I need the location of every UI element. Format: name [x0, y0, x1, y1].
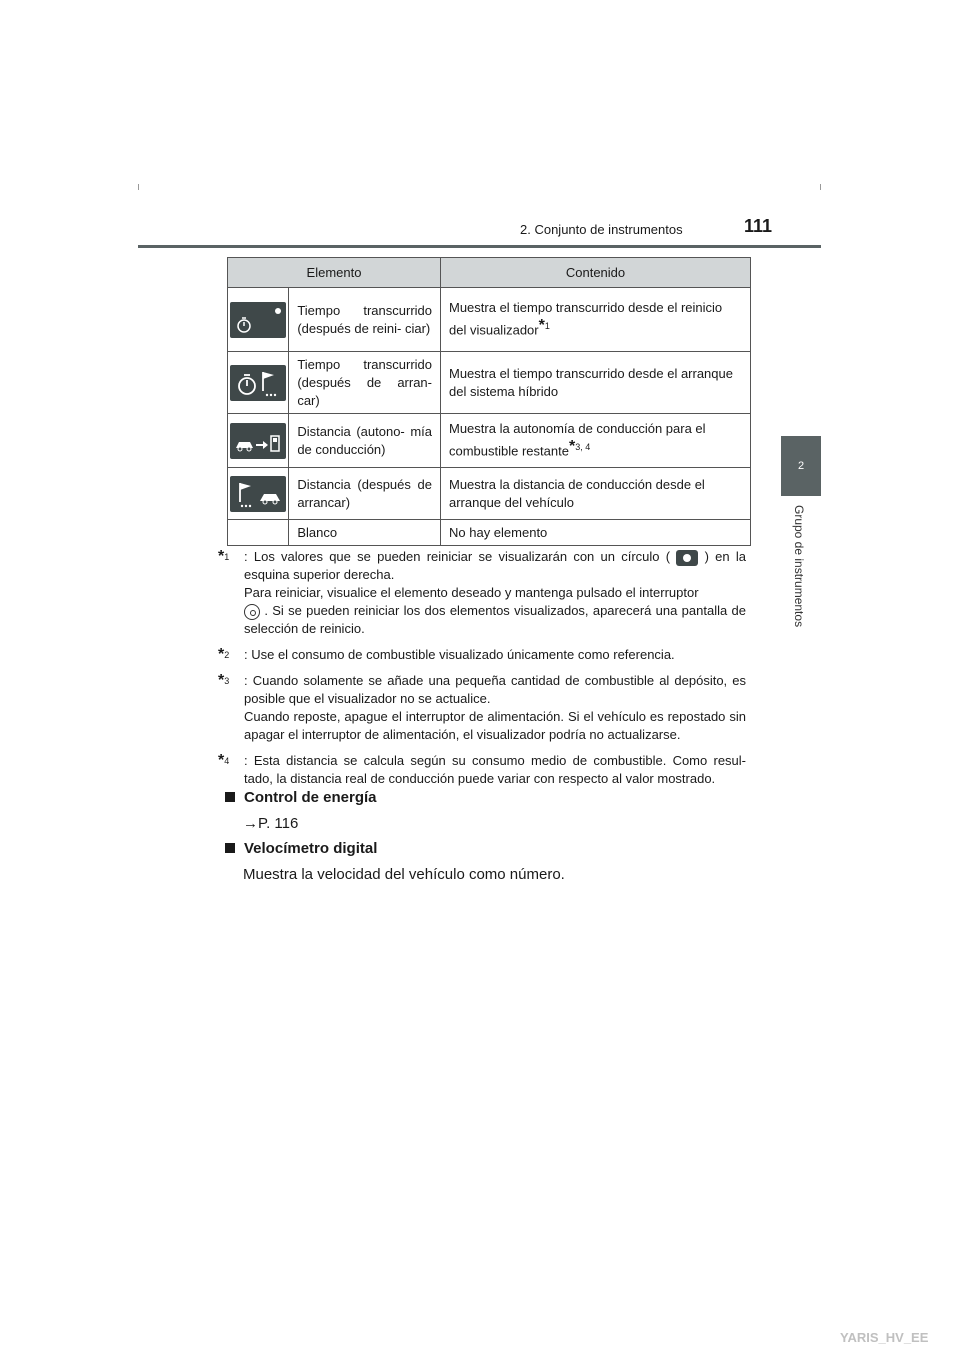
section-speedometer-text: Muestra la velocidad del vehículo como número. [243, 866, 565, 883]
page-number: 111 [744, 216, 773, 236]
footer-code: YARIS_HV_EE [840, 1330, 929, 1345]
footnote-1: *$^1$ : Los valores que se pueden reiniciar se visualizarán con un círculo ( ) en la esquina superior derecha. Para reiniciar, visualice el elemento deseado y mantenga pulsado el interruptor . Si se pueden reiniciar los dos elementos visualizados, aparecerá una pantalla de selección de reinicio. [218, 548, 746, 636]
crop-mark-left [138, 184, 139, 190]
table-row [228, 352, 751, 414]
table-cell-element: Tiempo transcurrido (después de reini- ciar) [289, 288, 441, 352]
table-cell-content: Muestra el tiempo transcurrido desde el reinicio del visualizador*$^1$ [441, 288, 751, 352]
header-rule [138, 245, 821, 248]
stopwatch-flag-icon [230, 365, 286, 401]
car-to-fuel-icon [230, 423, 286, 459]
table-cell-content: No hay elemento [441, 520, 751, 546]
section-energy-title: Control de energía [225, 789, 377, 806]
table-row [228, 288, 751, 352]
footnotes [218, 548, 746, 796]
bullet-square-icon [225, 792, 235, 802]
header-section-title: 2. Conjunto de instrumentos [520, 222, 683, 237]
chapter-tab-label: Grupo de instrumentos [792, 505, 806, 628]
footnote-4: *$^4$ : Esta distancia se calcula según su consumo medio de combustible. Como resul- tado, la distancia real de conducción puede variar con respecto al valor mostrado. [218, 752, 746, 786]
table-row [228, 414, 751, 468]
table-cell-element: Distancia (autono- mía de conducción) [289, 414, 441, 468]
header-element: Elemento [228, 258, 441, 288]
table-cell-element: Blanco [289, 520, 441, 546]
flag-car-icon [230, 476, 286, 512]
stopwatch-reset-icon [230, 302, 286, 338]
display-items-table [227, 257, 751, 546]
reset-circle-icon [676, 550, 698, 566]
footnote-3: *$^3$ : Cuando solamente se añade una pequeña cantidad de combustible al depósito, es posible que el visualizador no se actualice. Cuando reposte, apague el interruptor de alimentación. Si el vehículo es repostado sin apagar el interruptor de alimentación, el visualizador podría no actualizarse. [218, 672, 746, 742]
footnote-2: *$^2$ : Use el consumo de combustible visualizado únicamente como referencia. [218, 646, 675, 663]
table-cell-content: Muestra la distancia de conducción desde el arranque del vehículo [441, 468, 751, 520]
table-cell-content: Muestra la autonomía de conducción para el combustible restante*$^{3, 4}$ [441, 414, 751, 468]
switch-button-icon [244, 604, 260, 620]
crop-mark-right [820, 184, 821, 190]
section-speedometer-title: Velocímetro digital [225, 840, 377, 857]
table-header-row [228, 258, 751, 288]
table-cell-content: Muestra el tiempo transcurrido desde el arranque del sistema híbrido [441, 352, 751, 414]
table-row [228, 468, 751, 520]
header-content: Contenido [441, 258, 751, 288]
table-cell-element: Tiempo transcurrido (después de arran- car) [289, 352, 441, 414]
bullet-square-icon [225, 843, 235, 853]
table-row [228, 520, 751, 546]
page-reference-link[interactable]: →P. 116 [243, 815, 299, 832]
chapter-tab: 2 [781, 436, 821, 496]
table-cell-element: Distancia (después de arrancar) [289, 468, 441, 520]
